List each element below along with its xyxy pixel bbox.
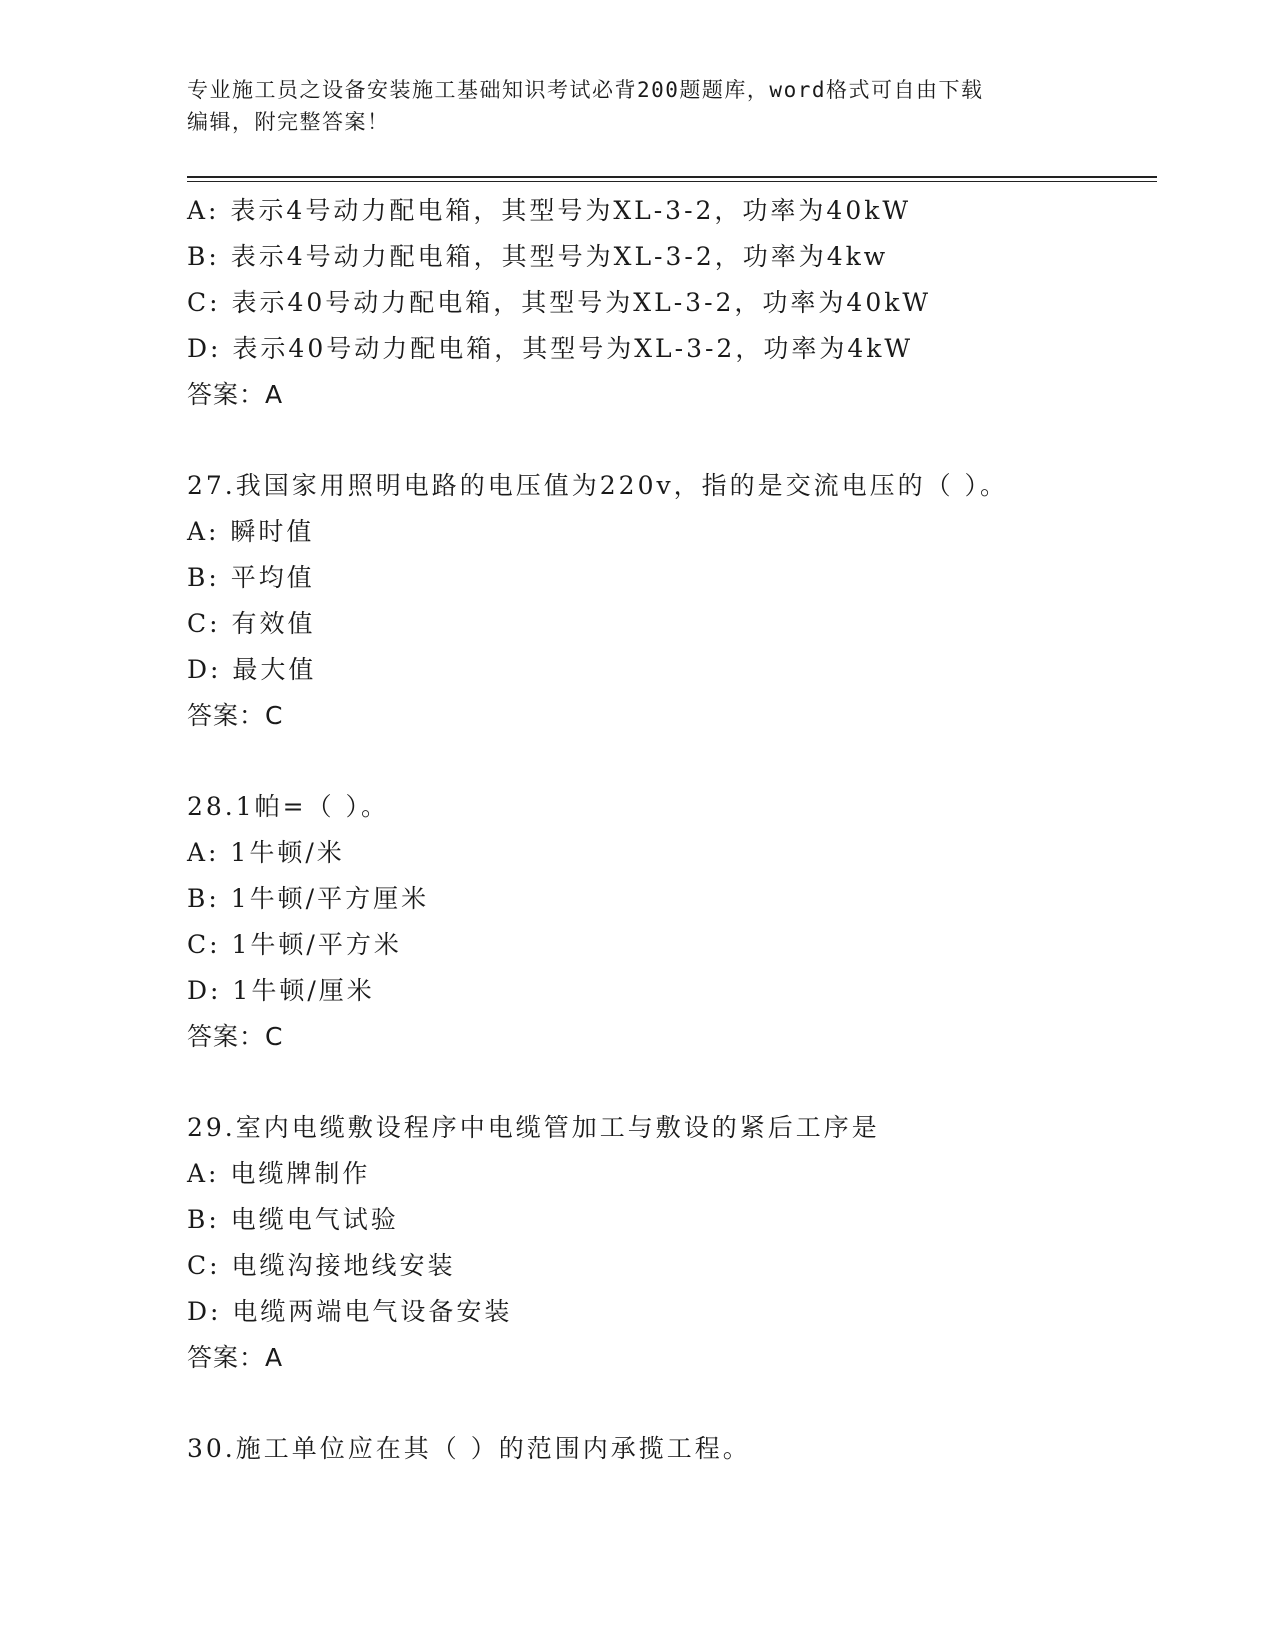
option-c: C: 1牛顿/平方米 [187, 930, 402, 959]
option-b: B: 电缆电气试验 [187, 1205, 399, 1234]
question-text: 28.1帕=（ ）。 [187, 792, 390, 821]
block-spacer [187, 1381, 1147, 1426]
block-spacer [187, 418, 1147, 463]
block-spacer [187, 1060, 1147, 1105]
question-text: 29.室内电缆敷设程序中电缆管加工与敷设的紧后工序是 [187, 1113, 880, 1142]
header-divider [187, 176, 1157, 178]
option-c: C: 电缆沟接地线安装 [187, 1251, 456, 1280]
option-c: C: 有效值 [187, 609, 316, 638]
document-header [187, 74, 1087, 138]
option-b: B: 1牛顿/平方厘米 [187, 884, 430, 913]
question-text: 27.我国家用照明电路的电压值为220v，指的是交流电压的（ ）。 [187, 471, 1009, 500]
answer-line: 答案：A [187, 1343, 284, 1372]
question-block [187, 463, 1147, 739]
question-text: 30.施工单位应在其（ ）的范围内承揽工程。 [187, 1434, 751, 1463]
question-list [187, 188, 1147, 1472]
option-a: A: 表示4号动力配电箱，其型号为XL-3-2，功率为40kW [187, 196, 912, 225]
option-a: A: 瞬时值 [187, 517, 315, 546]
header-line-1: 专业施工员之设备安装施工基础知识考试必背200题题库，word格式可自由下载 [187, 78, 984, 102]
question-block [187, 784, 1147, 1060]
option-d: D: 最大值 [187, 655, 317, 684]
question-block [187, 188, 1147, 418]
question-block [187, 1105, 1147, 1381]
block-spacer [187, 739, 1147, 784]
header-line-2: 编辑，附完整答案！ [187, 110, 390, 134]
option-a: A: 1牛顿/米 [187, 838, 345, 867]
question-block [187, 1426, 1147, 1472]
answer-line: 答案：C [187, 1022, 284, 1051]
answer-line: 答案：C [187, 701, 284, 730]
option-d: D: 1牛顿/厘米 [187, 976, 375, 1005]
option-b: B: 表示4号动力配电箱，其型号为XL-3-2，功率为4kw [187, 242, 889, 271]
option-c: C: 表示40号动力配电箱，其型号为XL-3-2，功率为40kW [187, 288, 932, 317]
option-d: D: 电缆两端电气设备安装 [187, 1297, 513, 1326]
header-divider-thin [187, 181, 1157, 182]
option-b: B: 平均值 [187, 563, 315, 592]
option-d: D: 表示40号动力配电箱，其型号为XL-3-2，功率为4kW [187, 334, 914, 363]
option-a: A: 电缆牌制作 [187, 1159, 371, 1188]
answer-line: 答案：A [187, 380, 284, 409]
